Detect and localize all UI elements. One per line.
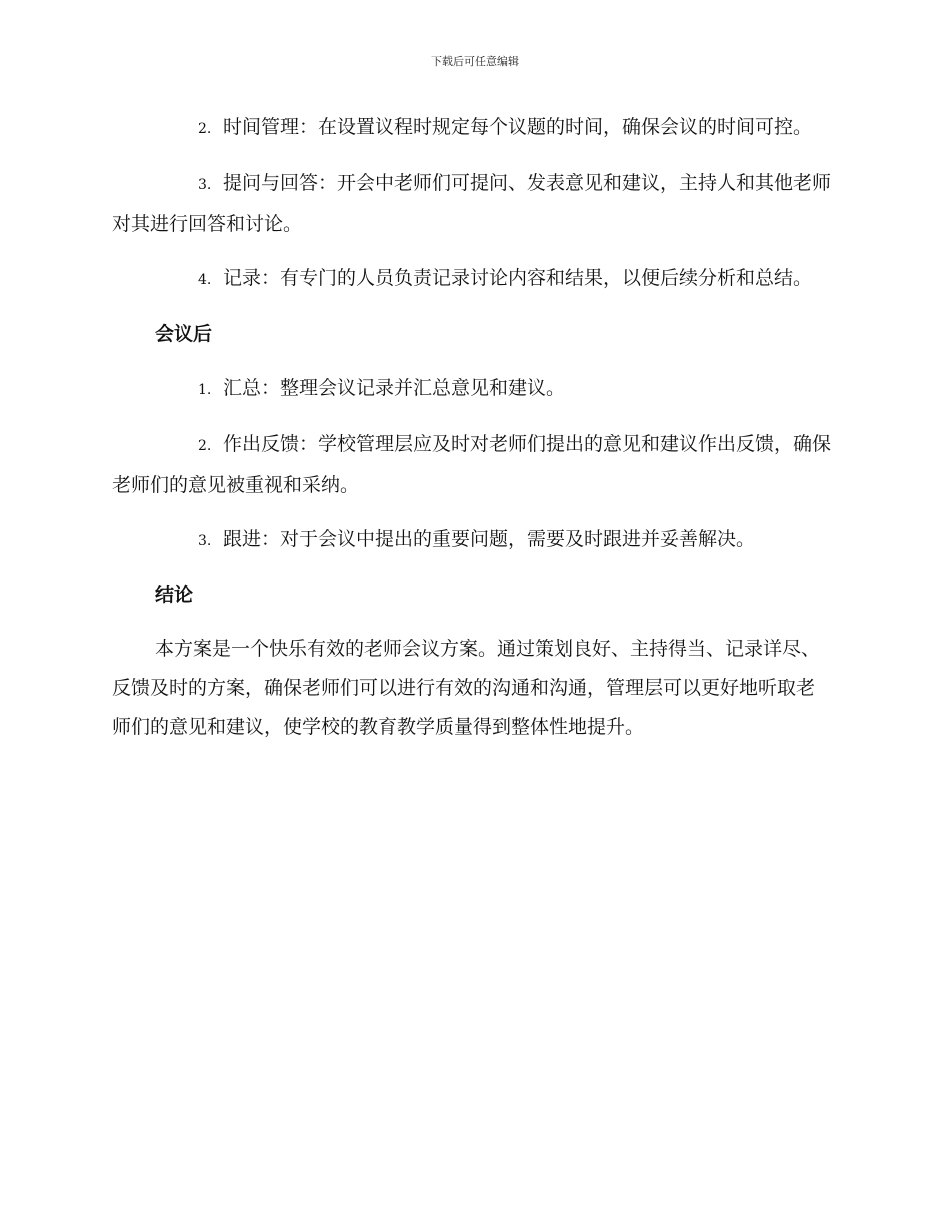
section-heading-conclusion: 结论 [155,584,194,606]
section-heading-after-meeting: 会议后 [155,323,213,345]
list-item-number: 1. [198,382,212,398]
conclusion-paragraph: 本方案是一个快乐有效的老师会议方案。通过策划良好、主持得当、记录详尽、反馈及时的方案，确保老师们可以进行有效的沟通和沟通，管理层可以更好地听取老师们的意见和建议，使学校的教育教学质量得到整体性地提升。 [112,638,821,738]
list-item-number: 3. [198,533,212,549]
list-item-text: 时间管理：在设置议程时规定每个议题的时间，确保会议的时间可控。 [223,116,813,138]
document-body [112,108,832,762]
list-item [112,108,832,149]
list-item-text: 记录：有专门的人员负责记录讨论内容和结果，以便后续分析和总结。 [223,267,813,289]
list-item [112,259,832,300]
list-item-text: 跟进：对于会议中提出的重要问题，需要及时跟进并妥善解决。 [223,528,756,550]
list-item-text: 提问与回答：开会中老师们可提问、发表意见和建议，主持人和其他老师对其进行回答和讨论。 [112,172,832,235]
list-item-number: 4. [198,272,212,288]
list-item-number: 2. [198,121,212,137]
list-item-number: 2. [198,438,212,454]
list-item-text: 作出反馈：学校管理层应及时对老师们提出的意见和建议作出反馈，确保老师们的意见被重视和采纳。 [112,433,832,496]
list-item-text: 汇总：整理会议记录并汇总意见和建议。 [223,377,566,399]
list-item [112,164,832,244]
list-item-number: 3. [198,177,212,193]
list-item [112,425,832,505]
list-item [112,520,832,561]
page-header: 下载后可任意编辑 [431,55,519,68]
list-item [112,369,832,410]
